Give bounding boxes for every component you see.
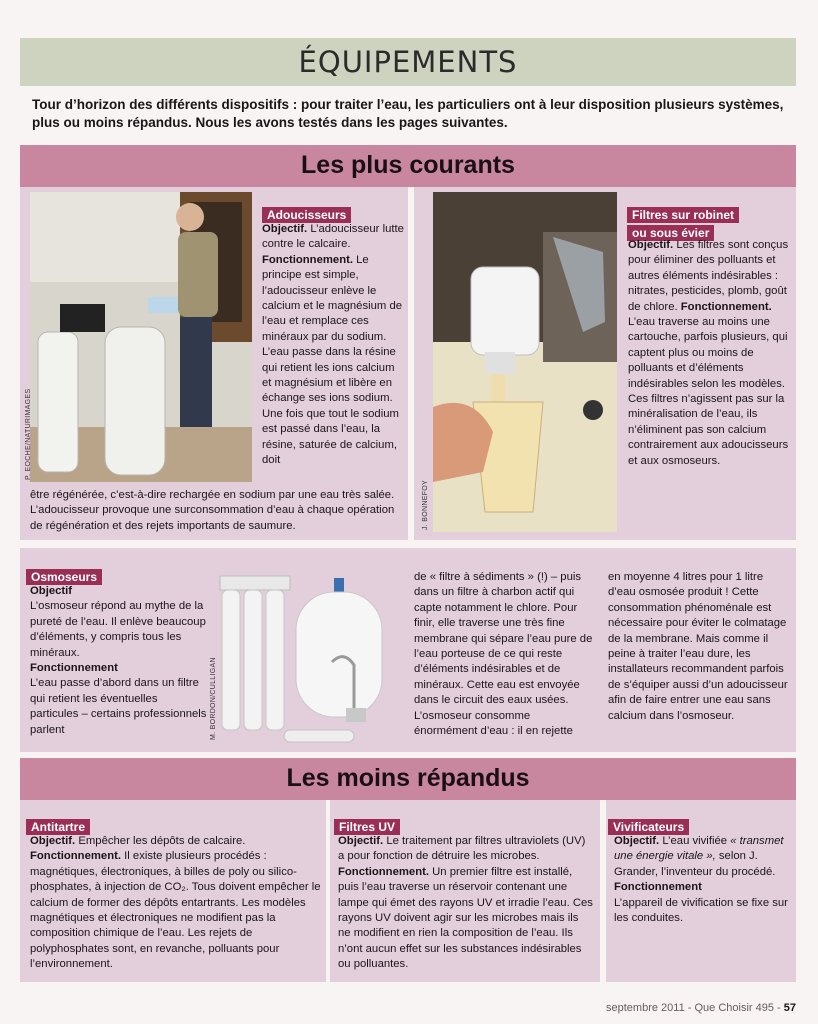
page-number: 57: [783, 1002, 796, 1014]
tag-osmoseurs: Osmoseurs: [26, 569, 102, 585]
filtres-robinet-fonct: L’eau traverse au moins une cartouche, parfois plusieurs, qui captent plus ou moins de polluants et d’éléments indésirables selon les modèles. Ces filtres n’agissent pas sur la minéralisation de l’eau, ils n’éliminent pas son calcium contrairement aux adoucisseurs et aux osmoseurs.: [628, 316, 789, 467]
photo-credit-robinet: J. BONNEFOY: [422, 480, 429, 530]
photo-filtre-robinet: [433, 192, 617, 532]
adoucisseurs-objectif: L’adoucisseur lutte contre le calcaire.: [262, 223, 404, 251]
osmoseurs-col2: de « filtre à sédiments » (!) – puis dans un filtre à charbon actif qui capte notamment le chlore. Pour finir, elle traverse une très fine membrane qui sépare l’eau pure de l’eau porteuse de ce qui reste d’éléments indésirables et de minéraux. Cette eau est envoyée dans le circuit des eaux usées. L’osmoseur consomme énormément d’eau : il en rejette: [414, 571, 593, 738]
page-footer: [606, 1002, 796, 1014]
filtres-robinet-fonct-label: Fonctionnement.: [680, 300, 772, 313]
page-title: ÉQUIPEMENTS: [298, 45, 518, 79]
vivificateurs-objectif-quote: « transmet une énergie vitale »,: [614, 835, 784, 863]
osmoseurs-objectif: L’osmoseur répond au mythe de la pureté de l’eau. Il enlève beaucoup d’éléments, y compris tous les minéraux.: [30, 600, 206, 659]
tag-filtres-robinet-1: Filtres sur robinet: [627, 207, 739, 223]
vivificateurs-body: [614, 834, 790, 926]
filtres-uv-body: [338, 834, 594, 973]
intro-text: Tour d’horizon des différents dispositifs : pour traiter l’eau, les particuliers ont à leur disposition plusieurs systèmes, plus ou moins répandus. Nous les avons testés dans les pages suivantes.: [32, 97, 784, 130]
osmoseurs-col1: [30, 584, 208, 738]
antitartre-objectif: Empêcher les dépôts de calcaire.: [78, 835, 246, 847]
photo-credit-adoucisseur: P. EOCHE/NATURIMAGES: [25, 388, 32, 480]
osmoseurs-fonct: L’eau passe d’abord dans un filtre qui retient les éventuelles particules – certains professionnels parlent: [30, 677, 207, 736]
osmoseur-illustration: [214, 570, 404, 748]
filtres-robinet-objectif-label: Objectif.: [628, 239, 674, 251]
tag-filtres-uv: Filtres UV: [334, 819, 400, 835]
osmoseurs-col3: en moyenne 4 litres pour 1 litre d’eau osmosée produit ! Cette consommation phénoménale est nécessaire pour éviter le colmatage de la membrane. Mais comme il peine à traiter l’eau dure, les installateurs recommandent parfois de s’équiper aussi d’un adoucisseur afin de faire entrer une eau sans calcium dans l’osmoseur.: [608, 571, 788, 722]
filtres-uv-objectif-label: Objectif.: [338, 835, 384, 847]
antitartre-objectif-label: Objectif.: [30, 835, 76, 847]
section-header: [20, 38, 796, 86]
osmoseurs-objectif-label: Objectif: [30, 585, 73, 597]
antitartre-fonct-label: Fonctionnement.: [30, 850, 121, 863]
section-title-moins-repandus: Les moins répandus: [286, 764, 530, 792]
vivificateurs-objectif-b: selon J. Grander, l’inventeur du procédé.: [614, 850, 776, 878]
adoucisseur-illustration: [30, 192, 252, 482]
filtres-uv-fonct: Un premier filtre est installé, puis l’eau traverse un réservoir contenant une lampe qui émet des rayons UV et irradie l’eau. Ces rayons UV doivent agir sur les microbes mais ils ne modifient en rien la composition de l’eau. Ils n’ont aucun effet sur les substances indésirables ou polluantes.: [338, 865, 593, 971]
photo-osmoseur: [214, 570, 404, 748]
antitartre-fonct: Il existe plusieurs procédés : magnétiques, électroniques, à billes de poly ou silico-phosphates, à injection de CO₂. Tous doivent empêcher le calcium de former des dépôts entartrants. Les modèles magnétiques et électroniques ne modifient pas la composition chimique de l’eau. Les rejets de polyphosphates sont, en revanche, polluants pour l’environnement.: [30, 850, 321, 971]
section-band-courants: [20, 145, 796, 187]
tag-antitartre: Antitartre: [26, 819, 90, 835]
photo-credit-osmoseur: M. BORDON/CULLIGAN: [210, 657, 217, 740]
antitartre-body: [30, 834, 322, 973]
section-band-moins-repandus: [20, 758, 796, 800]
tag-adoucisseurs: Adoucisseurs: [262, 207, 351, 223]
adoucisseurs-body-cont: être régénérée, c’est-à-dire rechargée en sodium par une eau très salée. L’adoucisseur provoque une surconsommation d’eau à chaque opération de régénération et des rejets importants de saumure.: [30, 489, 395, 532]
tag-filtres-robinet-wrap: [627, 206, 739, 242]
filtres-uv-fonct-label: Fonctionnement.: [338, 865, 429, 878]
filtres-robinet-body: [628, 238, 790, 469]
osmoseurs-fonct-label: Fonctionnement: [30, 662, 118, 675]
section-title-courants: Les plus courants: [301, 151, 515, 179]
tag-vivificateurs: Vivificateurs: [608, 819, 689, 835]
vivificateurs-objectif-a: L’eau vivifiée: [662, 835, 728, 847]
vivificateurs-fonct-label: Fonctionnement: [614, 881, 702, 894]
vivificateurs-objectif-label: Objectif.: [614, 835, 660, 847]
tag-filtres-robinet-2: ou sous évier: [627, 225, 714, 241]
filtres-robinet-objectif: Les filtres sont conçus pour éliminer des polluants et autres éléments indésirables : nitrates, pesticides, plomb, goût de chlore.: [628, 239, 789, 313]
footer-text: septembre 2011 - Que Choisir 495 -: [606, 1002, 781, 1014]
filtres-uv-objectif: Le traitement par filtres ultraviolets (UV) a pour fonction de détruire les microbes.: [338, 835, 586, 863]
adoucisseurs-objectif-label: Objectif.: [262, 223, 308, 235]
vivificateurs-fonct: L’appareil de vivification se fixe sur les conduites.: [614, 896, 788, 925]
photo-adoucisseur: [30, 192, 252, 482]
adoucisseurs-body: [262, 222, 404, 469]
adoucisseurs-fonct: Le principe est simple, l’adoucisseur enlève le calcium et le magnésium de l’eau et remplace ces minéraux par du sodium. L’eau passe dans la résine qui retient les ions calcium et magnésium et libère en échange ses ions sodium. Une fois que tout le sodium est passé dans l’eau, la résine, saturée de calcium, doit: [262, 253, 403, 467]
filtre-robinet-illustration: [433, 192, 617, 532]
adoucisseurs-fonct-label: Fonctionnement.: [262, 253, 353, 266]
